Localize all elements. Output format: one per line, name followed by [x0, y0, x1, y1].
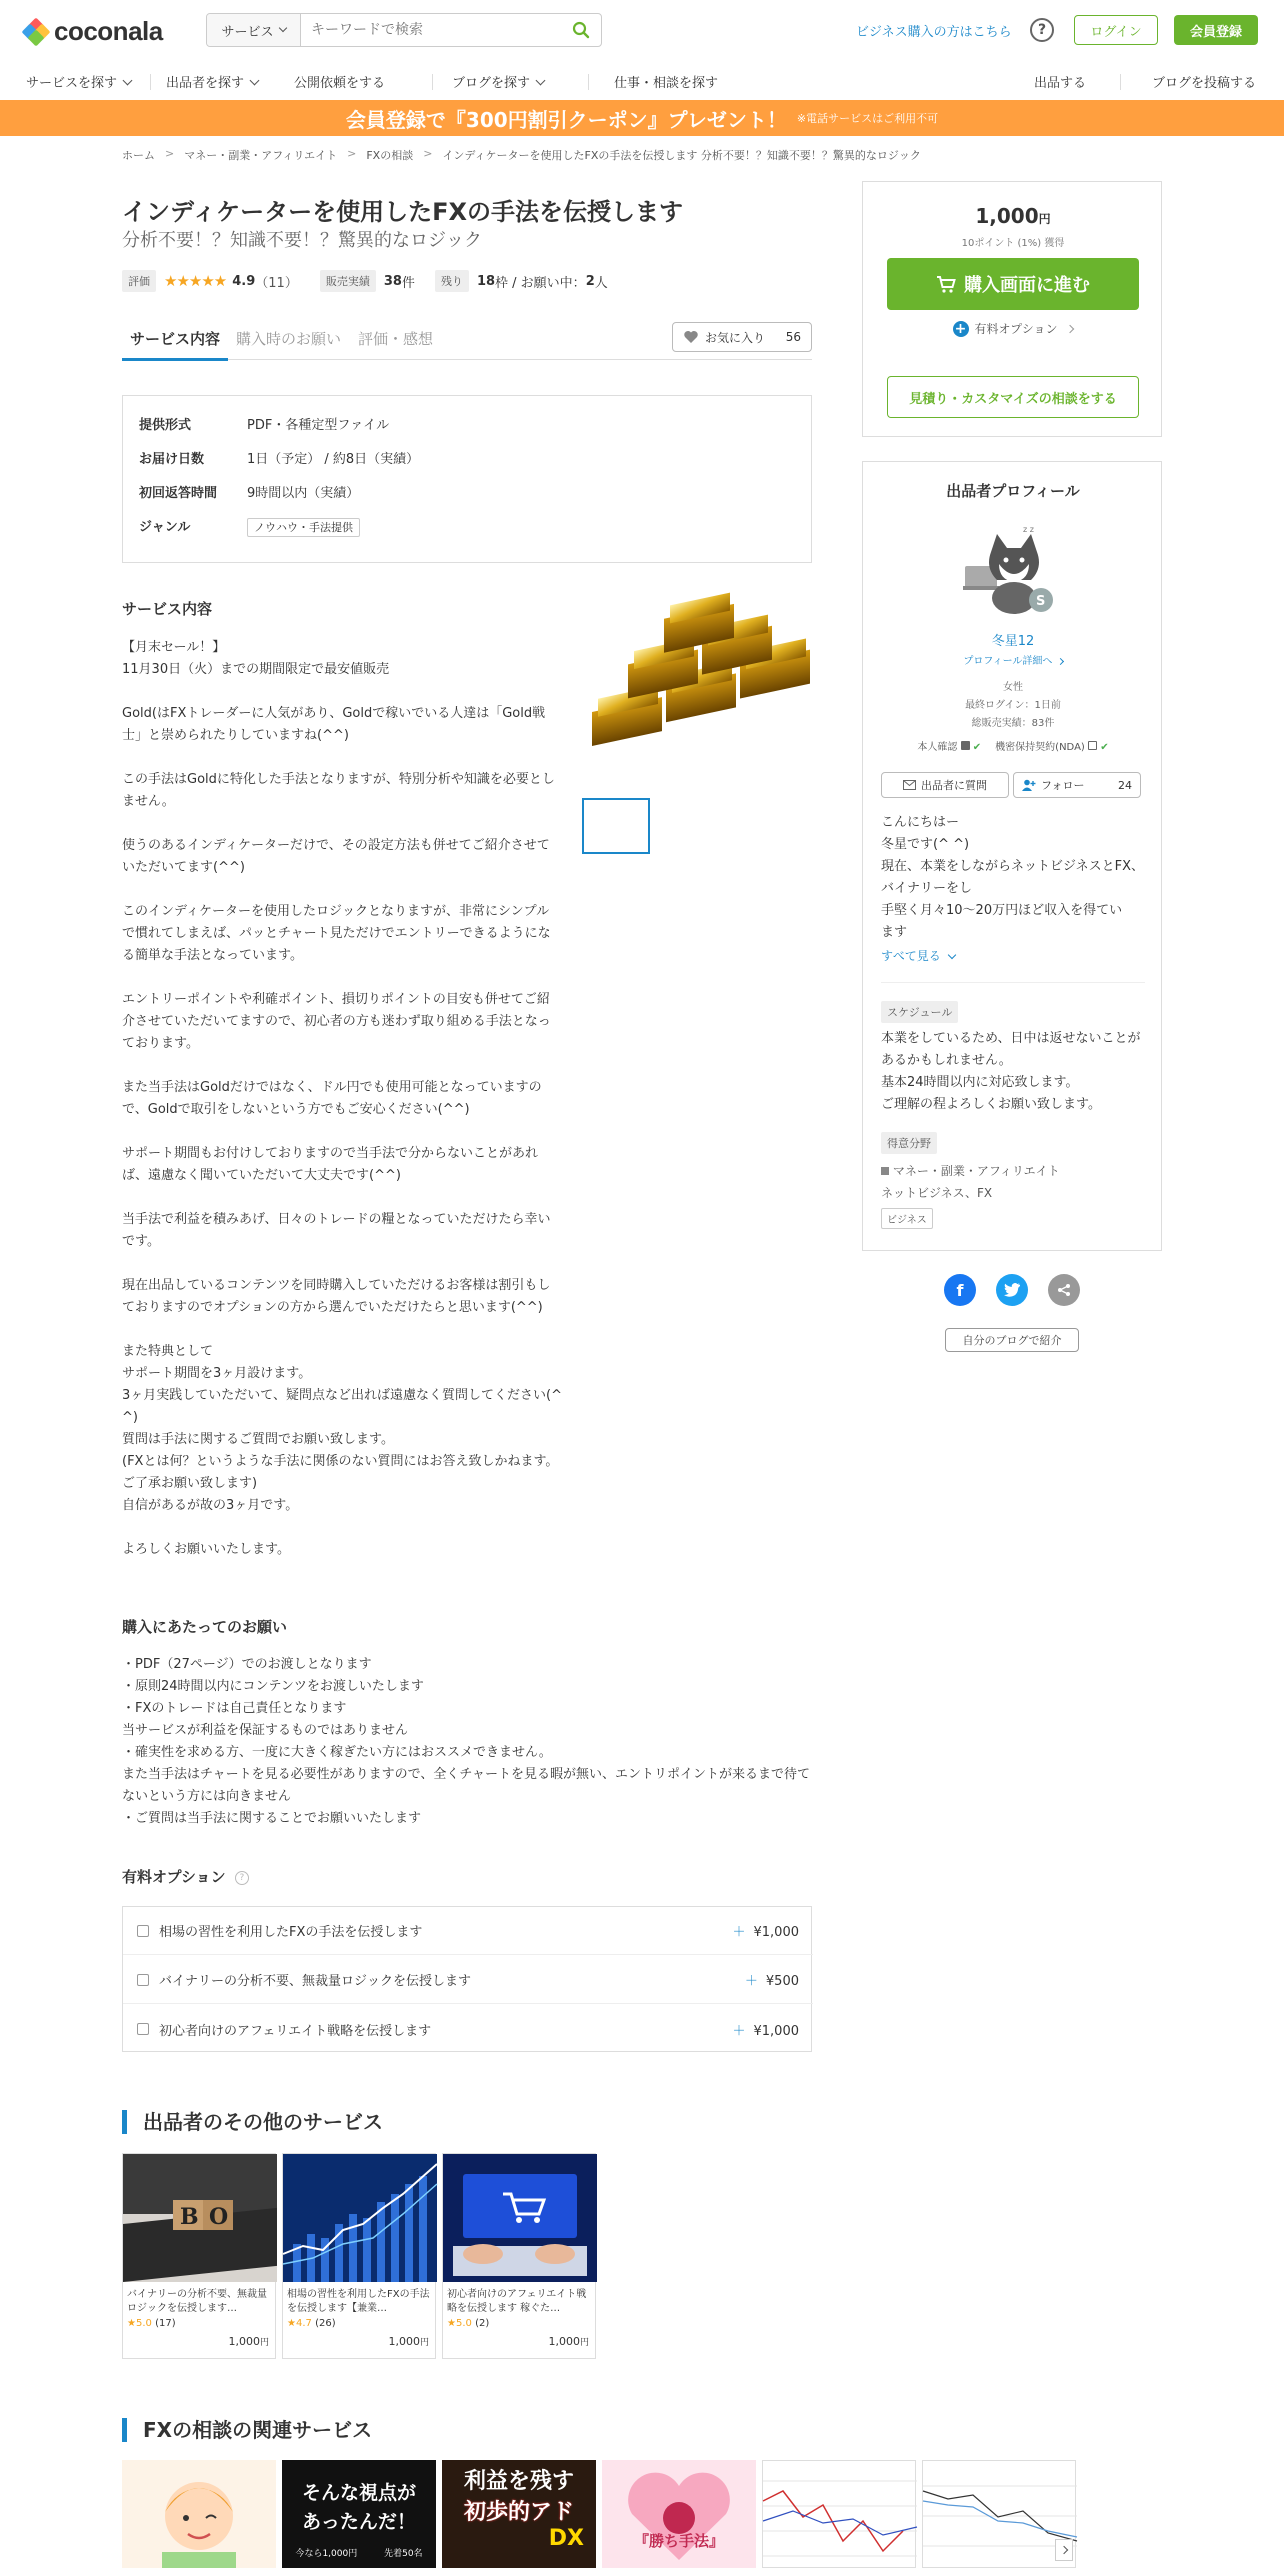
option-row[interactable]: [123, 1907, 813, 1955]
logo-icon: [24, 20, 48, 44]
svg-text:B: B: [180, 2204, 199, 2230]
nav-find-jobs[interactable]: [614, 72, 718, 91]
other-services-heading: 出品者のその他のサービス: [122, 2110, 383, 2134]
breadcrumb-category[interactable]: マネー・副業・アフィリエイト: [184, 149, 338, 162]
price: [863, 204, 1163, 228]
service-card-price: [123, 2329, 275, 2348]
twitter-share-button[interactable]: [996, 1274, 1028, 1306]
svg-text:z z: z z: [1023, 525, 1034, 534]
facebook-share-button[interactable]: [944, 1274, 976, 1306]
tab-service-content[interactable]: サービス内容: [130, 330, 221, 348]
service-card-rating: [123, 2318, 275, 2329]
related-card-text: 初歩的アド: [463, 2500, 574, 2525]
seller-profile-heading: 出品者プロフィール: [946, 482, 1080, 500]
id-card-icon: [961, 741, 970, 750]
spec-label: お届け日数: [139, 452, 205, 467]
seller-avatar[interactable]: [961, 522, 1065, 622]
related-card-text: 利益を残す: [463, 2469, 574, 2494]
seller-profile-box: [862, 461, 1162, 1251]
price-value: 1,000: [388, 2335, 420, 2348]
service-card-price: [443, 2329, 595, 2348]
nav-label: 仕事・相談を探す: [614, 76, 719, 91]
user-plus-icon: [1022, 779, 1036, 791]
star-icon: ★: [127, 2318, 136, 2329]
chevron-down-icon: [123, 76, 133, 86]
related-service-card[interactable]: [762, 2460, 916, 2568]
service-main-image[interactable]: [582, 594, 812, 786]
specialty-tag[interactable]: ビジネス: [881, 1208, 933, 1229]
nav-label: 公開依頼をする: [294, 76, 386, 91]
ask-seller-label: 出品者に質問: [921, 779, 987, 792]
purchase-notes-text: ・PDF（27ページ）でのお渡しとなります ・原則24時間以内にコンテンツをお渡しいたします ・FXのトレードは自己責任となります 当サービスが利益を保証するものではありません ・確実性を求める方、一度に大きく稼ぎたい方にはおススメできません。 また当手法はチャートを見る必要性がありますので、全くチャートを見る暇が無い、エントリポイントが来るまで待てないという方には向きません ・ご質問は当手法に関することでお願いいたします: [122, 1657, 810, 1826]
review-count: (17): [155, 2318, 176, 2329]
chevron-right-icon: [1066, 324, 1074, 332]
illustration-image: [122, 2460, 276, 2568]
mail-icon: [903, 780, 916, 790]
paid-options-heading: [122, 1866, 249, 1887]
profile-detail-label: プロフィール詳細へ: [963, 656, 1053, 667]
promo-limit: 先着50名: [384, 2549, 423, 2559]
profile-detail-link[interactable]: [863, 652, 1163, 667]
laptop-cart-image: [443, 2154, 597, 2282]
star-icon: ★: [287, 2318, 296, 2329]
svg-text:S: S: [1036, 594, 1046, 609]
page-title: インディケーターを使用したFXの手法を伝授します: [122, 198, 683, 226]
option-price-value: ¥500: [765, 1974, 799, 1989]
in-progress-count: 2: [585, 273, 595, 289]
cart-icon: [936, 275, 956, 293]
breadcrumb-subcategory[interactable]: FXの相談: [366, 149, 414, 162]
service-card[interactable]: [122, 2153, 276, 2359]
sales-unit: 件: [401, 275, 415, 291]
svg-text:O: O: [209, 2204, 229, 2230]
chevron-down-icon: [947, 951, 955, 959]
global-nav: [0, 64, 1284, 100]
banner-main-text: 会員登録で『300円割引クーポン』プレゼント！: [345, 107, 787, 132]
favorite-button[interactable]: [672, 322, 812, 352]
logo-text: coconala: [54, 16, 163, 46]
see-all-label: すべて見る: [881, 949, 941, 963]
nav-divider: [1120, 74, 1121, 90]
checkbox[interactable]: [137, 2023, 149, 2035]
check-icon: ✔: [1100, 742, 1109, 753]
option-price-value: ¥1,000: [753, 2023, 799, 2039]
price-unit: 円: [579, 2338, 589, 2348]
favorite-label: お気に入り: [705, 330, 766, 345]
twitter-icon: [1004, 1283, 1020, 1297]
chevron-down-icon: [536, 76, 546, 86]
blog-intro-button[interactable]: 自分のブログで紹介: [945, 1328, 1079, 1352]
checkbox[interactable]: [137, 1974, 149, 1986]
service-card-price: [283, 2329, 435, 2348]
tab-reviews[interactable]: 評価・感想: [358, 330, 434, 348]
schedule-text: 本業をしているため、日中は返せないことがあるかもしれません。 基本24時間以内に対応致します。 ご理解の程よろしくお願い致します。: [881, 1031, 1141, 1112]
heart-icon: [683, 330, 699, 344]
paid-options-list: [122, 1906, 812, 2052]
nav-divider: [150, 74, 151, 90]
spec-row: [139, 482, 359, 501]
breadcrumb-current: インディケーターを使用したFXの手法を伝授します 分析不要！？知識不要！？驚異的なロジック: [442, 149, 921, 162]
nav-find-sellers[interactable]: [166, 72, 258, 91]
star-icon: ★: [447, 2318, 456, 2329]
related-service-card[interactable]: [602, 2460, 756, 2568]
spec-value: 9時間以内（実績）: [247, 486, 360, 501]
star-rating-icon: ★★★★★: [164, 272, 227, 290]
specialty-label: 得意分野: [881, 1132, 937, 1154]
spec-label: 提供形式: [139, 418, 192, 433]
related-service-card[interactable]: [922, 2460, 1076, 2568]
service-card-rating: [283, 2318, 435, 2329]
plus-icon: ＋: [732, 1925, 746, 1940]
paid-options-label: 有料オプション: [122, 1868, 226, 1886]
wood-blocks-image: [123, 2154, 277, 2282]
paid-option-link[interactable]: [863, 320, 1163, 337]
related-services-heading: FXの相談の関連サービス: [122, 2418, 372, 2442]
site-header: [0, 0, 1284, 60]
register-button[interactable]: 会員登録: [1174, 15, 1258, 45]
spec-label: ジャンル: [139, 520, 191, 535]
service-stats: [122, 270, 608, 292]
follow-button[interactable]: [1013, 772, 1141, 798]
remaining-label: 残り: [435, 270, 469, 292]
follower-count: 24: [1118, 778, 1132, 792]
document-icon: [1088, 741, 1097, 750]
remaining-text: 枠 / お願い中：: [495, 275, 586, 291]
breadcrumb: [122, 147, 921, 163]
purchase-box: [862, 181, 1162, 437]
nav-label: サービスを探す: [26, 76, 118, 91]
genre-tag[interactable]: ノウハウ・手法提供: [247, 518, 360, 537]
in-progress-unit: 人: [594, 275, 608, 291]
tab-active-indicator: [122, 358, 228, 361]
breadcrumb-separator: >: [347, 147, 357, 160]
option-price: [745, 1970, 799, 1989]
specialty-category: [881, 1162, 1060, 1179]
service-card[interactable]: [442, 2153, 596, 2359]
specialty-items: ネットビジネス、FX: [881, 1186, 993, 1200]
chevron-right-icon: [1057, 658, 1064, 665]
nav-sell[interactable]: 出品する: [1034, 76, 1087, 91]
rating-value: 5.0: [455, 2318, 472, 2329]
chevron-down-icon: [250, 76, 260, 86]
favorite-count: 56: [785, 330, 801, 344]
search-button[interactable]: [561, 14, 601, 46]
remaining-count: 18: [476, 273, 496, 289]
points-info: 10ポイント (1%) 獲得: [961, 238, 1065, 249]
promo-price: 今なら1,000円: [295, 2549, 358, 2559]
id-verified-label: 本人確認: [917, 742, 958, 753]
plus-icon: ＋: [732, 2023, 746, 2039]
price-value: 1,000: [228, 2335, 260, 2348]
specialty-category-label: マネー・副業・アフィリエイト: [892, 1164, 1060, 1178]
service-card-title: 相場の習性を利用したFXの手法を伝授します【兼業…: [287, 2289, 430, 2314]
option-label: 初心者向けのアフェリエイト戦略を伝授します: [159, 2023, 432, 2039]
tab-purchase-request[interactable]: 購入時のお願い: [236, 330, 342, 348]
related-service-card[interactable]: [122, 2460, 276, 2568]
schedule-label: スケジュール: [881, 1001, 958, 1023]
plus-circle-icon: +: [953, 321, 969, 337]
review-count: (26): [315, 2318, 336, 2329]
review-count[interactable]: （11）: [255, 275, 298, 291]
rating-value: 4.9: [232, 273, 256, 289]
related-card-text: 『勝ち手法』: [633, 2532, 724, 2550]
rating-label: 評価: [122, 270, 156, 292]
search-icon: [572, 21, 590, 39]
checkbox[interactable]: [137, 1925, 149, 1937]
spec-row: [139, 414, 389, 433]
info-icon[interactable]: ?: [235, 1871, 249, 1885]
seller-name[interactable]: 冬星12: [991, 634, 1035, 649]
chevron-right-icon: [1060, 2546, 1068, 2554]
service-card-title: バイナリーの分析不要、無裁量ロジックを伝授します…: [127, 2289, 267, 2314]
breadcrumb-home[interactable]: ホーム: [122, 149, 155, 162]
gold-bars-image: [582, 594, 812, 786]
spec-row: [139, 448, 419, 467]
cat-avatar-icon: [961, 522, 1065, 622]
seller-verifications: [863, 738, 1163, 753]
price-unit: 円: [259, 2338, 269, 2348]
option-row[interactable]: [123, 1956, 813, 2004]
buy-button-label: 購入画面に進む: [964, 275, 1090, 296]
coupon-banner[interactable]: [0, 100, 1284, 136]
related-card-promo: [282, 2546, 436, 2559]
category-square-icon: [881, 1167, 889, 1175]
service-card[interactable]: [282, 2153, 436, 2359]
related-service-card[interactable]: [442, 2460, 596, 2568]
facebook-icon: f: [956, 1280, 964, 1300]
price-chart-image: [763, 2461, 917, 2569]
profile-divider: [881, 982, 1145, 983]
search-input[interactable]: [301, 14, 561, 46]
sales-count: 38: [383, 273, 402, 289]
paid-option-label: 有料オプション: [974, 322, 1058, 336]
service-spec-table: [122, 395, 812, 563]
option-price: [732, 1921, 799, 1940]
service-description: 【月末セール！】 11月30日（火）までの期間限定で最安値販売 Gold(はFXトレーダーに人気があり、Goldで稼いでいる人達は「Gold戦士」と崇められたりしていますね(^^) この手法はGoldに特化した手法となりますが、特別分析や知識を必要としません。 使うのあるインディケーターだけで、その設定方法も併せてご紹介させていただいてます(^^) このインディケーターを使用したロジックとなりますが、非常にシンプルで慣れてしまえば、パッとチャート見ただけでエントリーできるようになる簡単な手法となっています。 エントリーポイントや利確ポイント、損切りポイントの目安も併せてご紹介させていただいてますので、初心者の方も迷わず取り組める手法となっております。 また当手法はGoldだけではなく、ドル円でも使用可能となっていますので、Goldで取引をしないという方でもご安心ください(^^) サポート期間もお付けしておりますので当手法で分からないことがあれば、遠慮なく聞いていただいて大丈夫です(^^) 当手法で利益を積みあげ、日々のトレードの糧となっていただけたら幸いです。 現在出品しているコンテンツを同時購入していただけるお客様は割引もしておりますのでオプションの方から選んでいただけたらと思います(^^) また特典として サポート期間を3ヶ月設けます。 3ヶ月実践していただいて、疑問点など出れば遠慮なく質問してください(^ ^) 質問は手法に関するご質問でお願い致します。 (FXとは何？というような手法に関係のない質問にはお答え致しかねます。ご了承お願い致します) 自信があるが故の3ヶ月です。 よろしくお願いいたします。: [122, 640, 562, 1557]
breadcrumb-separator: >: [165, 147, 175, 160]
review-count: (2): [475, 2318, 490, 2329]
search-category-select[interactable]: [207, 14, 301, 46]
ask-seller-button[interactable]: [881, 772, 1009, 798]
nav-find-services[interactable]: [26, 72, 131, 91]
nda-label: 機密保持契約(NDA): [995, 742, 1085, 753]
rating-value: 4.7: [295, 2318, 312, 2329]
seller-intro: こんにちはー 冬星です(^ ^) 現在、本業をしながらネットビジネスとFX、バイナリーをし 手堅く月々10〜20万円ほど収入を得てい ます: [881, 815, 1144, 940]
help-icon[interactable]: ?: [1030, 18, 1054, 42]
chart-image: [283, 2154, 437, 2282]
check-icon: ✔: [972, 742, 982, 753]
business-purchase-link[interactable]: ビジネス購入の方はこちら: [856, 25, 1012, 40]
nav-post-request[interactable]: [294, 72, 385, 91]
search-bar: [206, 13, 602, 47]
related-card-text: あったんだ！: [302, 2511, 416, 2533]
carousel-next-button[interactable]: [1055, 2539, 1073, 2561]
spec-label: 初回返答時間: [139, 486, 218, 501]
nav-divider: [588, 74, 589, 90]
option-price: [732, 2020, 799, 2039]
follow-label: フォロー: [1041, 779, 1085, 792]
share-icon: [1057, 1283, 1071, 1297]
nav-label: 出品者を探す: [166, 76, 245, 91]
page-subtitle: 分析不要！？知識不要！？驚異的なロジック: [122, 230, 482, 251]
chevron-down-icon: [278, 24, 286, 32]
banner-note: ※電話サービスはご利用不可: [796, 112, 939, 125]
price-unit: 円: [419, 2338, 429, 2348]
logo[interactable]: [24, 16, 163, 47]
search-category-label: サービス: [221, 24, 274, 40]
spec-value: PDF・各種定型ファイル: [247, 418, 390, 433]
seller-last-login: 最終ログイン：1日前: [965, 700, 1061, 711]
service-card-image: [123, 2154, 277, 2282]
option-price-value: ¥1,000: [753, 1925, 799, 1940]
related-card-text: DX: [548, 2526, 584, 2551]
option-label: 相場の習性を利用したFXの手法を伝授します: [159, 1925, 423, 1940]
seller-gender: 女性: [1003, 682, 1023, 693]
price-value: 1,000: [975, 204, 1039, 228]
related-service-card[interactable]: [282, 2460, 436, 2568]
share-button[interactable]: [1048, 1274, 1080, 1306]
service-card-image: [443, 2154, 597, 2282]
id-verified-badge: [917, 738, 981, 753]
sales-label: 販売実績: [320, 270, 376, 292]
seller-total-sales: 総販売実績：83件: [971, 718, 1055, 729]
service-content-heading: サービス内容: [122, 600, 213, 618]
see-all-link[interactable]: [881, 947, 955, 964]
nav-divider: [432, 74, 433, 90]
breadcrumb-separator: >: [423, 147, 433, 160]
price-value: 1,000: [548, 2335, 580, 2348]
consult-button[interactable]: 見積り・カスタマイズの相談をする: [887, 376, 1139, 418]
related-card-text: そんな視点が: [301, 2482, 416, 2504]
nav-label: ブログを探す: [452, 76, 531, 91]
candlestick-chart-image: [923, 2461, 1077, 2569]
login-button[interactable]: ログイン: [1074, 15, 1158, 45]
plus-icon: ＋: [744, 1974, 758, 1989]
purchase-notes-heading: 購入にあたってのお願い: [122, 1618, 288, 1636]
nda-badge: [995, 738, 1108, 753]
service-card-image: [283, 2154, 437, 2282]
heart-illustration-image: [602, 2460, 756, 2568]
buy-button[interactable]: [887, 258, 1139, 310]
image-thumbnail-selected[interactable]: [582, 798, 650, 854]
spec-row: [139, 516, 360, 535]
price-unit: 円: [1038, 212, 1051, 226]
service-card-rating: [443, 2318, 595, 2329]
service-card-title: 初心者向けのアフェリエイト戦略を伝授します 稼ぐた…: [447, 2289, 587, 2314]
spec-value: 1日（予定） / 約8日（実績）: [247, 452, 420, 467]
option-row[interactable]: [123, 2005, 813, 2053]
rating-value: 5.0: [135, 2318, 152, 2329]
nav-post-blog[interactable]: ブログを投稿する: [1152, 76, 1257, 91]
nav-find-blogs[interactable]: [452, 72, 544, 91]
option-label: バイナリーの分析不要、無裁量ロジックを伝授します: [159, 1974, 472, 1989]
